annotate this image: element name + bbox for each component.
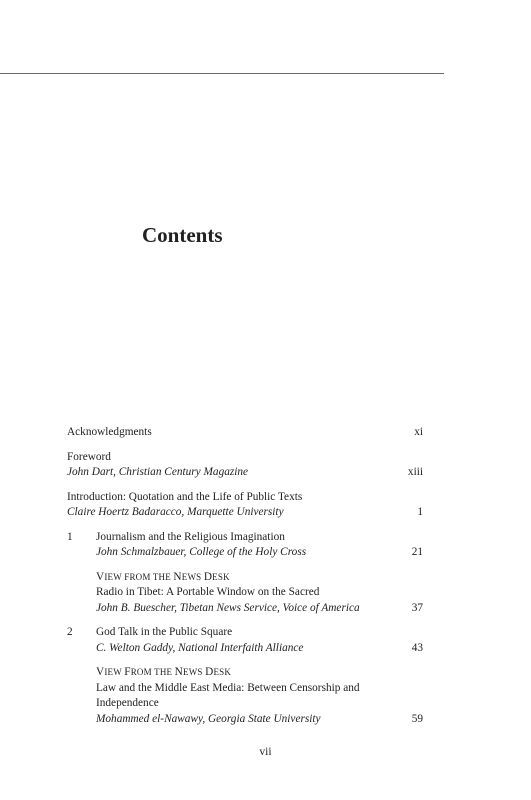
entry-author: Mohammed el-Nawawy, Georgia State University (96, 712, 321, 725)
chapter-number: 2 (67, 626, 73, 638)
entry-page: 37 (411, 601, 423, 614)
entry-kicker: VIEW FROM THE NEWS DESK (96, 666, 232, 678)
toc-entry-acknowledgments[interactable] (67, 425, 423, 441)
entry-author: John Schmalzbauer, College of the Holy Cross (96, 546, 307, 558)
entry-kicker: VIEW FROM THE NEWS DESK (96, 570, 230, 583)
toc-entry-chapter-1[interactable] (67, 530, 423, 561)
entry-author: C. Welton Gaddy, National Interfaith Alliance (96, 641, 304, 654)
toc-entry-view-from-news-desk-2[interactable] (67, 665, 423, 727)
entry-page: xiii (407, 466, 423, 478)
entry-page: 21 (411, 546, 423, 558)
page-title: Contents (142, 223, 223, 247)
chapter-number: 1 (67, 530, 73, 543)
entry-author: Claire Hoertz Badaracco, Marquette University (67, 506, 284, 518)
toc-entry-chapter-2[interactable] (67, 625, 423, 656)
table-of-contents (67, 425, 423, 736)
entry-page: xi (414, 426, 423, 438)
entry-page: 59 (411, 712, 423, 725)
entry-title: Introduction: Quotation and the Life of Public Texts (67, 490, 303, 503)
entry-page: 1 (417, 506, 423, 518)
entry-title: Law and the Middle East Media: Between Censorship and Independence (96, 681, 360, 709)
entry-title: God Talk in the Public Square (96, 626, 233, 638)
toc-entry-introduction[interactable] (67, 490, 423, 521)
toc-entry-foreword[interactable] (67, 450, 423, 481)
page-number: vii (259, 746, 272, 758)
entry-title: Acknowledgments (67, 426, 152, 438)
entry-title: Radio in Tibet: A Portable Window on the Sacred (96, 586, 320, 598)
entry-author: John Dart, Christian Century Magazine (67, 466, 249, 478)
entry-page: 43 (411, 641, 423, 654)
entry-author: John B. Buescher, Tibetan News Service, Voice of America (96, 601, 360, 614)
entry-title: Foreword (67, 450, 111, 463)
header-rule (0, 73, 444, 74)
entry-title: Journalism and the Religious Imagination (96, 530, 285, 543)
toc-entry-view-from-news-desk-1[interactable] (67, 570, 423, 617)
